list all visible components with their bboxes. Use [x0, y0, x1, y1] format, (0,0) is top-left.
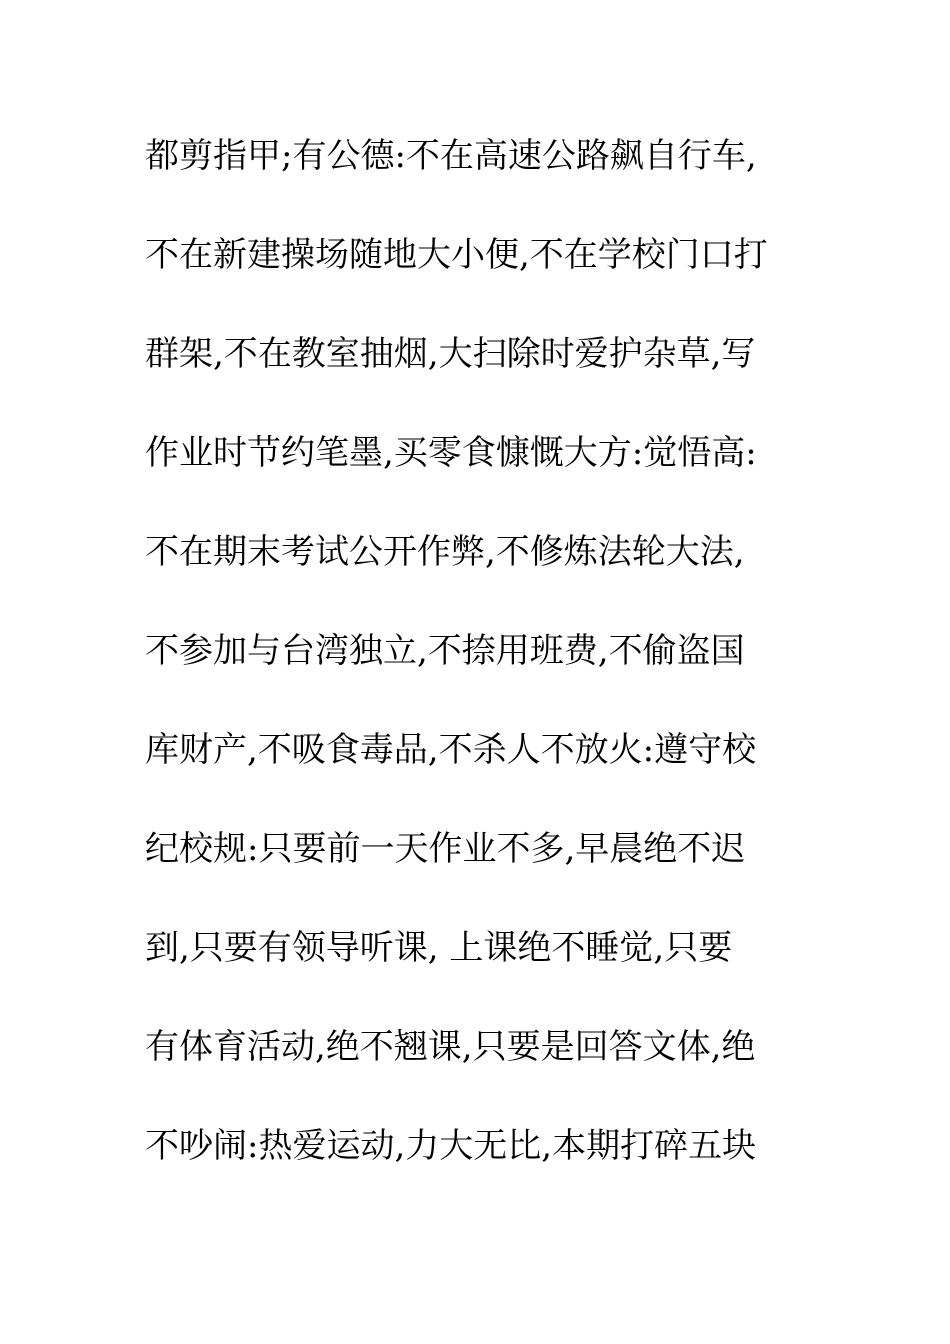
text-line: 都剪指甲;有公德:不在高速公路飙自行车,: [145, 136, 757, 176]
text-line: 不吵闹:热爱运动,力大无比,本期打碎五块: [145, 1126, 757, 1166]
text-line: 作业时节约笔墨,买零食慷慨大方:觉悟高:: [145, 433, 757, 473]
text-line: 库财产,不吸食毒品,不杀人不放火:遵守校: [145, 730, 757, 770]
text-line: 有体育活动,绝不翘课,只要是回答文体,绝: [145, 1027, 756, 1067]
body-text: [145, 128, 815, 1217]
text-line: 不参加与台湾独立,不捺用班费,不偷盗国: [145, 631, 745, 671]
text-line: 到,只要有领导听课, 上课绝不睡觉,只要: [145, 928, 733, 968]
text-line: 不在新建操场随地大小便,不在学校门口打: [145, 235, 768, 275]
text-line: 不在期末考试公开作弊,不修炼法轮大法,: [145, 532, 745, 572]
text-line: 群架,不在教室抽烟,大扫除时爱护杂草,写: [145, 334, 756, 374]
text-line: 纪校规:只要前一天作业不多,早晨绝不迟: [145, 829, 746, 869]
